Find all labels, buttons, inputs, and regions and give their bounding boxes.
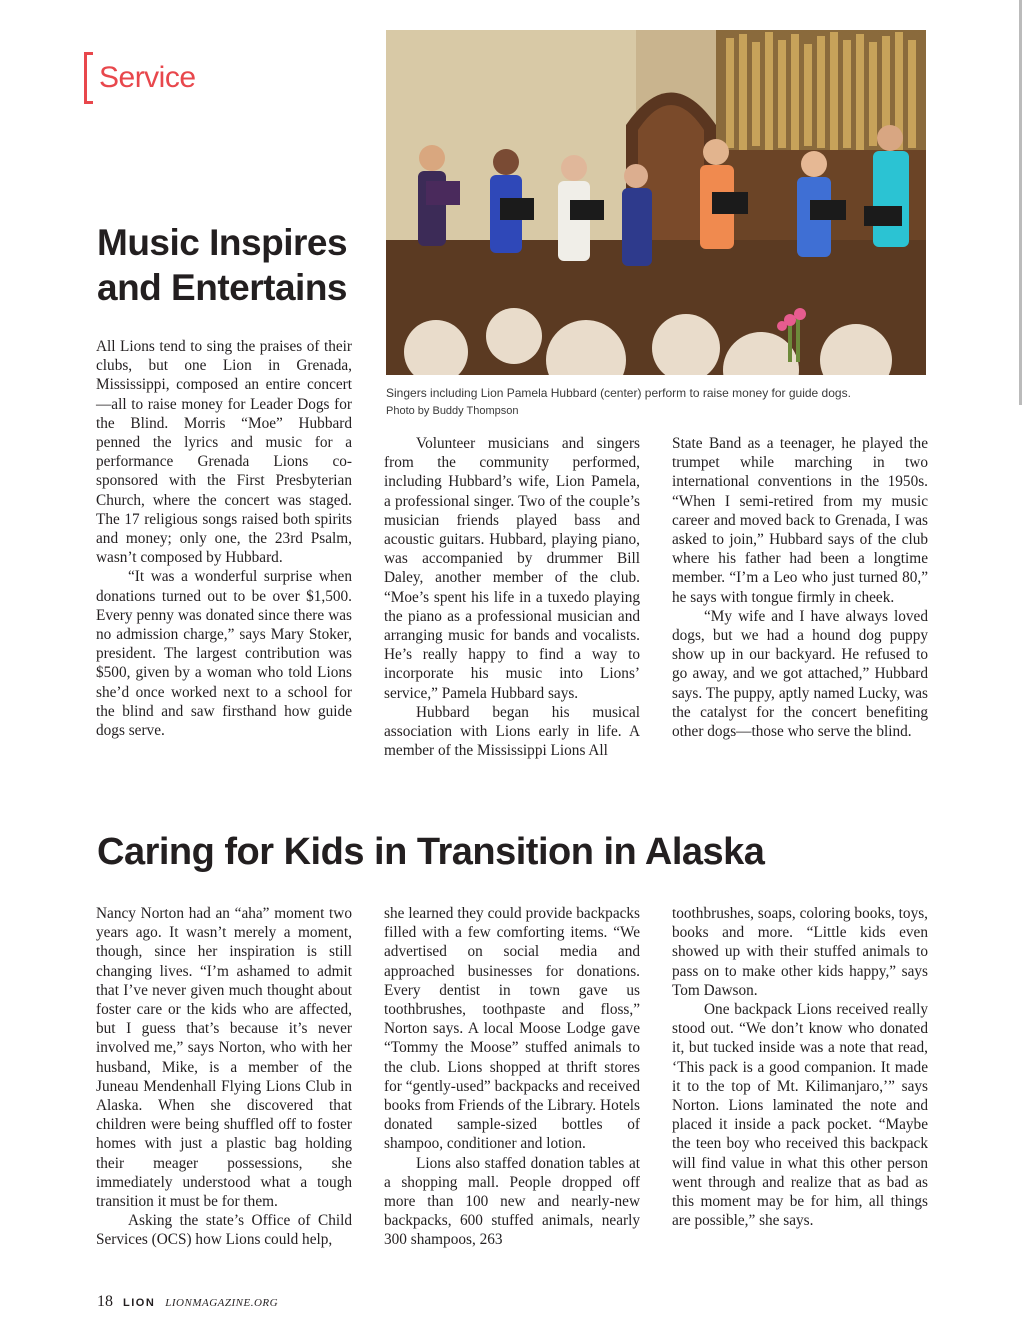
article2-col3-paragraph-2: One backpack Lions received really stood out. “We don’t know who donated it, but tucked inside was a note that read, ‘This pack is a good companion. It made it to the top of Mt. Kilimanjaro,’” says Norton. Lions laminated the note and placed it inside a pack pocket. “Maybe the teen boy who received this backpack will find value in what this other person went through and realize that as bad as this moment may be for him, all things are possible,” she says. xyxy=(672,1001,928,1230)
photo-caption-block xyxy=(386,384,946,420)
article1-col1-paragraph-2: “It was a wonderful surprise when donations turned out to be over $1,500. Every penny was donated since there was no admission charge,” says Mary Stoker, president. The largest contribution was $500, given by a woman who told Lions she’d once worked next to a school for the blind and saw firsthand how guide dogs serve. xyxy=(96,568,352,740)
page-number: 18 xyxy=(97,1293,113,1310)
article2-headline: Caring for Kids in Transition in Alaska xyxy=(97,831,765,873)
choir-photo xyxy=(386,30,926,375)
article1-col1-paragraph-1: All Lions tend to sing the praises of their clubs, but one Lion in Grenada, Mississippi, composed an entire concert—all to raise money for Leader Dogs for the Blind. Morris “Moe” Hubbard penned the lyrics and music for a performance Grenada Lions co-sponsored with the First Presbyterian Church, where the concert was staged. The 17 religious songs raised both spirits and money; only one, the 23rd Psalm, wasn’t composed by Hubbard. xyxy=(96,338,352,567)
article1-headline: Music Inspires and Entertains xyxy=(97,222,348,308)
article1-column-2 xyxy=(384,434,640,760)
photo-caption: Singers including Lion Pamela Hubbard (center) perform to raise money for guide dogs. xyxy=(386,386,851,400)
article1-col2-paragraph-1: Volunteer musicians and singers from the community performed, including Hubbard’s wife, Lion Pamela, a professional singer. Two of the couple’s musician friends played bass and acoustic guitars. Hubbard, playing piano, was accompanied by drummer Bill Daley, another member of the club. “Moe’s spent his life in a tuxedo playing the piano as a professional musician and arranging music for bands and vocalists. He’s really happy to find a way to incorporate his music into Lions’ service,” Pamela Hubbard says. xyxy=(384,435,640,702)
section-tag xyxy=(84,54,196,102)
magazine-brand: LION xyxy=(123,1297,156,1309)
article1-col3-paragraph-1: State Band as a teenager, he played the trumpet while marching in two international conventions in the 1950s. “When I semi-retired from my music career and moved back to Grenada, I was asked to join,” Hubbard says of the club where his father had been a longtime member. “I’m a Leo who just turned 80,” he says with tongue firmly in cheek. xyxy=(672,435,928,606)
article2-col2-paragraph-1: she learned they could provide backpacks filled with a few comforting items. “We advertised on social media and approached businesses for donations. Every dentist in town gave us toothbrushes, toothpaste and floss,” Norton says. A local Moose Lodge gave “Tommy the Moose” stuffed animals to the club. Lions shopped at thrift stores for “gently-used” backpacks and received books from Friends of the Library. Hotels donated sample-sized bottles of shampoo, conditioner and lotion. xyxy=(384,905,640,1153)
article1-col3-paragraph-2: “My wife and I have always loved dogs, but we had a hound dog puppy show up in our backyard. He refused to go away, and we got attached,” Hubbard says. The puppy, aptly named Lucky, was the catalyst for the concert benefiting other dogs—those who serve the blind. xyxy=(672,607,928,741)
article2-col1-paragraph-1: Nancy Norton had an “aha” moment two years ago. It wasn’t merely a moment, though, since her inspiration is still changing lives. “I’m ashamed to admit that I’ve never given much thought about foster care or the kids who are affected, but I guess that’s because it’s never involved me,” says Norton, who with her husband, Mike, is a member of the Juneau Mendenhall Flying Lions Club in Alaska. When she discovered that children were being shuffled off to foster homes with just a plastic bag holding their meager possessions, she immediately understood what a tough transition it must be for them. xyxy=(96,905,352,1211)
section-label: Service xyxy=(99,61,196,94)
article2-column-1 xyxy=(96,904,352,1250)
article2-column-3 xyxy=(672,904,928,1230)
choir-photo-illustration xyxy=(386,30,926,375)
page-edge-rule xyxy=(1019,0,1022,405)
article2-column-2 xyxy=(384,904,640,1250)
article1-col2-paragraph-2: Hubbard began his musical association with Lions early in life. A member of the Mississippi Lions All xyxy=(384,703,640,760)
magazine-website: LIONMAGAZINE.ORG xyxy=(165,1297,279,1309)
page-footer xyxy=(97,1293,278,1311)
photo-credit: Photo by Buddy Thompson xyxy=(386,405,519,417)
article1-column-1 xyxy=(96,337,352,740)
article1-column-3 xyxy=(672,434,928,741)
article2-col3-paragraph-1: toothbrushes, soaps, coloring books, toys, books and more. “Little kids even showed up with their stuffed animals to pass on to make other kids happy,” says Tom Dawson. xyxy=(672,905,928,999)
article2-col2-paragraph-2: Lions also staffed donation tables at a shopping mall. People dropped off more than 100 new and nearly-new backpacks, 600 stuffed animals, nearly 300 shampoos, 263 xyxy=(384,1154,640,1249)
section-bracket xyxy=(84,52,93,104)
article2-col1-paragraph-2: Asking the state’s Office of Child Services (OCS) how Lions could help, xyxy=(96,1212,352,1249)
